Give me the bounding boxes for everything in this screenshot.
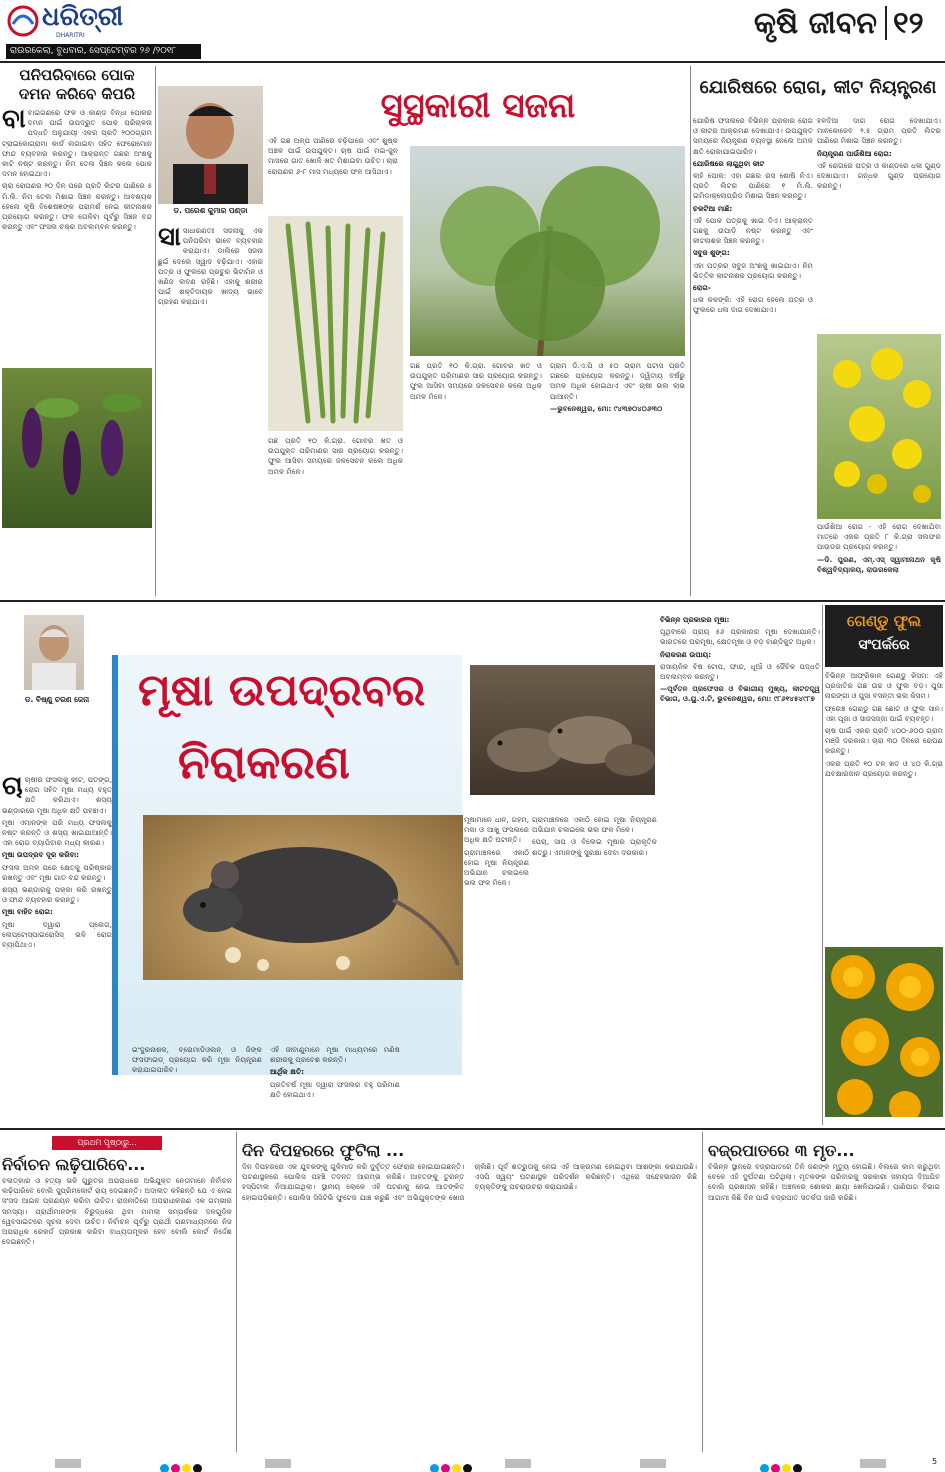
paragraph: ଲାହି ପୋକ: ଏହା ଗଛର ରସ ଶୋଷି ନିଏ। ପ୍ରତି ଲିଟର ପାଣିରେ ୧ ମି.ଲି. ଇମିଡାକ୍ଲୋପ୍ରିଡ ମିଶାଇ ସିଞ୍ଚନ କରନ୍ତୁ। xyxy=(693,171,813,201)
paragraph: ପୃଥିବୀରେ ପ୍ରାୟ ୫୬ ପ୍ରକାରର ମୂଷା ଦେଖାଯାନ୍ତି। ଭାରତରେ ଘରମୂଷା, କ୍ଷେତମୂଷା ଓ ବଡ଼ ବାଣ୍ଡିକୁଟ ଅଧିକ। xyxy=(660,627,820,647)
story-body: ଦିନ ଦିପହରରେ ଏକ ଯୁବକଙ୍କୁ ଗୁଳିମାଡ଼ କରି ଦୁର୍ବୃତ୍ତ ଫେରାର ହୋଇଯାଇଛନ୍ତି। ଘଟଣାସ୍ଥଳରେ ପୋଲିସ ପହଞ୍ଚି ତଦନ୍ତ ଆରମ୍ଭ କରିଛି। ଆହତଙ୍କୁ ତୁରନ୍ତ ହସ୍ପିଟାଲ ନିଆଯାଇଥିଲା। ସ୍ଥାନୀୟ ଲୋକେ ଏହି ଘଟଣାକୁ ନେଇ ଆତଙ୍କିତ ହୋଇପଡ଼ିଛନ୍ତି। ପୋଲିସ ସିସିଟିଭି ଫୁଟେଜ ଯାଞ୍ଚ କରୁଛି ଏବଂ ଅଭିଯୁକ୍ତଙ୍କ ଖୋଜ ଚାଲିଛି। ପୂର୍ବ ଶତ୍ରୁତାକୁ ନେଇ ଏହି ଆକ୍ରମଣ ହୋଇଥିବା ଆଶଙ୍କା କରାଯାଉଛି। ଏସପି ସ୍ୱୟଂ ଘଟଣାସ୍ଥଳ ପରିଦର୍ଶନ କରିଛନ୍ତି। ଏଥିରେ ସନ୍ଦେହଭାଜନ କିଛି ବ୍ୟକ୍ତିଙ୍କୁ ପଚରାଉଚରା କରାଯାଉଛି। xyxy=(242,1162,697,1202)
article-title: ପନିପରିବାରେ ପୋକ ଦମନ କରିବେ କିପରି xyxy=(18,66,136,103)
byline: —ଡି. ପୁରଣ, ଏମ୍.ଏସ୍ ସ୍ୱାମୀନାଥନ କୃଷି ବିଶ୍ୱବିଦ୍ୟାଳୟ, ରାଉରକେଲା xyxy=(817,554,941,574)
article-title: ଯୋରିଷରେ ରୋଗ, କୀଟ ନିୟନ୍ତ୍ରଣ xyxy=(699,77,937,98)
logo xyxy=(6,2,124,40)
paragraph: ଗ୍ରାମାଞ୍ଚଳରେ ଏକାଠି ହୋଇ ମୂଷା ନିୟନ୍ତ୍ରଣ ଅଭିଯାନ ଚଳାଇଲେ ଭଲ ଫଳ ମିଳେ। xyxy=(532,815,657,835)
paragraph: ଗ୍ରାମ ଡି.ଏ.ପି ଓ ୫୦ ଗ୍ରାମ ପଟାସ ପ୍ରତି ଗଛରେ ପ୍ରୟୋଗ କରନ୍ତୁ। ଦ୍ୱିତୀୟ ବର୍ଷରୁ ଅମଳ ଅଧିକ ହୋଇଥାଏ ଏବଂ ଚାଷୀ ଭଲ ଲାଭ ପାଆନ୍ତି। xyxy=(550,361,685,401)
cmyk-marks xyxy=(760,1458,804,1472)
subheading: ନିରାକରଣ ଉପାୟ: xyxy=(660,649,712,659)
brinjal-photo xyxy=(2,368,152,528)
paragraph: ଗ୍ରାମାଞ୍ଚଳରେ ଏକାଠି ହୋଇ ମୂଷା ନିୟନ୍ତ୍ରଣ ଅଭିଯାନ ଚଳାଇଲେ ଭଲ ଫଳ ମିଳେ। xyxy=(464,847,529,888)
article-rat-control: ଡ. ବିଷ୍ଣୁ ଚରଣ ଜେନା ମୂଷା ଉପଦ୍ରବର ନିରାକରଣ ଚାଚାଷୀର ଫସଲକୁ କୀଟ, ପତଙ୍ଗ, ରୋଗ ସହିତ ମୂଷା ମଧ୍ୟ ବହୁତ କ୍ଷତି କରିଥାଏ। ଶସ୍ୟ ଭଣ୍ଡାରରେ ମୂଷା ଅଧିକ କ୍ଷତି ପହଞ୍ଚାଏ। ମୂଷା ଏମାନଙ୍କ ପରି ମଧ୍ୟ ଫସଲକୁ ନଷ୍ଟ କରନ୍ତି ଓ ଶସ୍ୟ ଖାଇଯାଆନ୍ତି। ଏହା ରୋଗ ବ୍ୟାପିବାର ମଧ୍ୟ କାରଣ। ମୂଷା ଉପଦ୍ରବ ଦୂର କରିବା: ଫସଲ ଅମଳ ପରେ କ୍ଷେତକୁ ପରିଷ୍କାର ରଖନ୍ତୁ ଏବଂ ମୂଷା ଗାତ ବନ୍ଦ କରନ୍ତୁ। ଶସ୍ୟ ଭଣ୍ଡାରକୁ ପକ୍କା କରି ରଖନ୍ତୁ ଓ ଫାନ୍ଦ ବ୍ୟବହାର କରନ୍ତୁ। ମୂଷା ବାହିତ ରୋଗ: ମୂଷା ଦ୍ୱାରା ପ୍ଲେଗ, ଲେପ୍ଟୋସ୍ପାଇରୋସିସ୍ ଭଳି ରୋଗ ବ୍ୟାପିଥାଏ। ଇଂଦୁରନାଶକ, ବ୍ରୋମାଡିଓଲନ୍ ଓ ଜିଙ୍କ ଫସଫାଇଡ୍ ପ୍ରୟୋଗ କରି ମୂଷା ନିୟନ୍ତ୍ରଣ କରାଯାଇପାରିବ। ଏହି ଜୀବାଣୁମାନେ ମୂଷା ମାଧ୍ୟମରେ ମଣିଷ ଶରୀରକୁ ପ୍ରବେଶ କରନ୍ତି। ଆର୍ଥିକ କ୍ଷତି: ପ୍ରତିବର୍ଷ ମୂଷା ଦ୍ୱାରା ଫସଲର ବହୁ ପରିମାଣ କ୍ଷତି ହୋଇଥାଏ। ମୂଷାମାନେ ଧାନ, ଗହମ, ମକା ଓ ଆଖୁ ଫସଲରେ ଅଧିକ କ୍ଷତି ଘଟାନ୍ତି। ଗ୍ରାମାଞ୍ଚଳରେ ଏକାଠି ହୋଇ ମୂଷା ନିୟନ୍ତ୍ରଣ ଅଭିଯାନ ଚଳାଇଲେ ଭଲ ଫଳ ମିଳେ। ଗ୍ରାମାଞ୍ଚଳରେ ଏକାଠି ହୋଇ ମୂଷା ନିୟନ୍ତ୍ରଣ ଅଭିଯାନ ଚଳାଇଲେ ଭଲ ଫଳ ମିଳେ। ପେଚା, ସାପ ଓ ବିଲେଇ ମୂଷାର ପ୍ରାକୃତିକ ଶତ୍ରୁ। ଏମାନଙ୍କୁ ସୁରକ୍ଷା ଦେବା ଦରକାର। ବିଭିନ୍ନ ପ୍ରକାରର ମୂଷା: ପୃଥିବୀରେ ପ୍ରାୟ ୫୬ ପ୍ରକାରର ମୂଷା ଦେଖାଯାନ୍ତି। ଭାରତରେ ଘରମୂଷା, କ୍ଷେତମୂଷା ଓ ବଡ଼ ବାଣ୍ଡିକୁଟ ଅଧିକ। ନିରାକରଣ ଉପାୟ: ରାସାୟନିକ ବିଷ ଟୋପ, ଫାନ୍ଦ, ଧୂଆଁ ଓ ଜୈବିକ ପଦ୍ଧତି ଅବଲମ୍ବନ କରନ୍ତୁ। —ପୂର୍ବତନ ପ୍ରଫେସର ଓ ବିଭାଗୀୟ ମୁଖ୍ୟ, କୀଟତତ୍ତ୍ୱ ବିଭାଗ, ଓ.ୟୁ.ଏ.ଟି, ଭୁବନେଶ୍ୱର, ମୋ: ୯୮୬୧୪୫୪୯୮୭ xyxy=(2,615,820,1099)
author-photo xyxy=(158,86,263,204)
subheading: ମୂଷା ଉପଦ୍ରବ ଦୂର କରିବା: xyxy=(2,850,80,860)
paragraph: ରାସାୟନିକ ବିଷ ଟୋପ, ଫାନ୍ଦ, ଧୂଆଁ ଓ ଜୈବିକ ପଦ୍ଧତି ଅବଲମ୍ବନ କରନ୍ତୁ। xyxy=(660,661,820,682)
subheading: ନିୟନ୍ତ୍ରଣ ପାଉଁଶିଆ ରୋଗ: xyxy=(817,148,892,158)
paragraph: ଇଂଦୁରନାଶକ, ବ୍ରୋମାଡିଓଲନ୍ ଓ ଜିଙ୍କ ଫସଫାଇଡ୍ ପ୍ରୟୋଗ କରି ମୂଷା ନିୟନ୍ତ୍ରଣ କରାଯାଇପାରିବ। xyxy=(132,1045,262,1075)
paragraph: ଚାରା ରୋପଣର ୨୦ ଦିନ ପରେ ପ୍ରତି ଲିଟର ପାଣିରେ ୫ ମି.ଲି. ନିମ ତେଲ ମିଶାଇ ସିଞ୍ଚନ କରନ୍ତୁ। ଆବଶ୍ୟକ ହେଲେ କୃଷି ବିଶେଷଜ୍ଞଙ୍କ ପରାମର୍ଶ ନେଇ କୀଟନାଶକ ପ୍ରୟୋଗ କରନ୍ତୁ। ଫଳ ତୋଳିବା ପୂର୍ବରୁ ସିଞ୍ଚନ ବନ୍ଦ କରନ୍ତୁ ଏବଂ ଫସଲ ଚକ୍ର ଅବଲମ୍ବନ କରନ୍ତୁ। xyxy=(2,181,152,232)
author-photo xyxy=(24,615,84,690)
story-title: ଦିନ ଦିପହରରେ ଫୁଟିଲା ... xyxy=(242,1141,405,1160)
paragraph: ଗଛ ପ୍ରତି ୧୦ କି.ଗ୍ରା. ଗୋବର ଖତ ଓ ଉପଯୁକ୍ତ ପରିମାଣର ସାର ପ୍ରୟୋଗ କରନ୍ତୁ। ଫୁଲ ଆସିବା ସମୟରେ ଜଳସେଚନ କଲେ ଅଧିକ ଅମଳ ମିଳେ। xyxy=(268,436,403,476)
paragraph: ଏହି ରୋଗରେ ପତ୍ର ଓ କାଣ୍ଡରେ ଧଳା ଗୁଣ୍ଡ ଦେଖାଯାଏ। ଗନ୍ଧକ ଗୁଣ୍ଡ ପ୍ରୟୋଗ କରନ୍ତୁ। xyxy=(817,160,941,191)
article-drumstick: ଡ. ପରେଶ କୁମାର ପଣ୍ଡା ସୁସ୍ଥକାରୀ ସଜନା ଏହି ଗଛ ଅଳ୍ପ ପାଣିରେ ବଢ଼ିପାରେ ଏବଂ ଶୁଷ୍କ ଅଞ୍ଚଳ ପାଇଁ ଉପଯୁକ୍ତ। ଚାଷ ପାଇଁ ମଇ-ଜୁନ ମାସରେ ଗାତ ଖୋଳି ଖତ ମିଶାଇବା ଉଚିତ। ଚାରା ରୋପଣର ୬-୮ ମାସ ମଧ୍ୟରେ ଫଳ ଆସିଥାଏ। ସାସାଧାରଣତଃ ସଜନାକୁ ଏକ ପନିପରିବା ଭାବେ ବ୍ୟବହାର କରାଯାଏ। ଡାଲିରେ ସଜନା ଛୁଇଁ ଦେଲେ ସ୍ୱାଦ ବଢ଼ିଯାଏ। ଏହାର ପତ୍ର ଓ ଫୁଲରେ ପ୍ରଚୁର ଭିଟାମିନ ଓ ଖଣିଜ ଲବଣ ରହିଛି। ଏହାକୁ ଶରୀର ପାଇଁ ଶକ୍ତିଦାୟକ ଖାଦ୍ୟ ଭାବେ ଗ୍ରହଣ କରାଯାଏ। ଗଛ ପ୍ରତି ୧୦ କି.ଗ୍ରା. ଗୋବର ଖତ ଓ ଉପଯୁକ୍ତ ପରିମାଣର ସାର ପ୍ରୟୋଗ କରନ୍ତୁ। ଫୁଲ ଆସିବା ସମୟରେ ଜଳସେଚନ କଲେ ଅଧିକ ଅମଳ ମିଳେ। ଗଛ ପ୍ରତି ୧୦ କି.ଗ୍ରା. ଗୋବର ଖତ ଓ ଉପଯୁକ୍ତ ପରିମାଣର ସାର ପ୍ରୟୋଗ କରନ୍ତୁ। ଫୁଲ ଆସିବା ସମୟରେ ଜଳସେଚନ କଲେ ଅଧିକ ଅମଳ ମିଳେ। ଗ୍ରାମ ଡି.ଏ.ପି ଓ ୫୦ ଗ୍ରାମ ପଟାସ ପ୍ରତି ଗଛରେ ପ୍ରୟୋଗ କରନ୍ତୁ। ଦ୍ୱିତୀୟ ବର୍ଷରୁ ଅମଳ ଅଧିକ ହୋଇଥାଏ ଏବଂ ଚାଷୀ ଭଲ ଲାଭ ପାଆନ୍ତି। —ଭୁବନେଶ୍ୱର, ମୋ: ୯୪୩୭୦୪୦୬୩୦ xyxy=(158,86,685,476)
article-title-line-1: ମୂଷା ଉପଦ୍ରବର xyxy=(138,665,426,716)
subheading: ଯୋରିଷରେ ଲାଗୁଥିବା କୀଟ xyxy=(693,158,765,168)
paragraph: ଏହି ଜୀବାଣୁମାନେ ମୂଷା ମାଧ୍ୟମରେ ମଣିଷ ଶରୀରକୁ ପ୍ରବେଶ କରନ୍ତି। xyxy=(270,1045,400,1065)
dateline: ରାଉରକେଲା, ବୁଧବାର, ସେପ୍ଟେମ୍ବର ୨୬ /୨୦୧୮ xyxy=(6,44,201,59)
article-title-line-1: ଗେଣ୍ଡୁ ଫୁଲ xyxy=(846,612,922,630)
paragraph: ମୂଷା ଏମାନଙ୍କ ପରି ମଧ୍ୟ ଫସଲକୁ ନଷ୍ଟ କରନ୍ତି ଓ ଶସ୍ୟ ଖାଇଯାଆନ୍ତି। ଏହା ରୋଗ ବ୍ୟାପିବାର ମଧ୍ୟ କାରଣ। xyxy=(2,817,112,848)
byline: —ପୂର୍ବତନ ପ୍ରଫେସର ଓ ବିଭାଗୀୟ ମୁଖ୍ୟ, କୀଟତତ୍ତ୍ୱ ବିଭାଗ, ଓ.ୟୁ.ଏ.ଟି, ଭୁବନେଶ୍ୱର, ମୋ: ୯୮୬୧୪୫୪୯୮୭ xyxy=(660,684,820,704)
mustard-flower-photo xyxy=(817,334,941,519)
rat-photo xyxy=(143,815,463,980)
author-name: ଡ. ବିଷ୍ଣୁ ଚରଣ ଜେନା xyxy=(24,695,90,704)
paragraph: ମୂଷା ଦ୍ୱାରା ପ୍ଲେଗ, ଲେପ୍ଟୋସ୍ପାଇରୋସିସ୍ ଭଳି ରୋଗ ବ୍ୟାପିଥାଏ। xyxy=(2,919,112,950)
subheading: ବିଭିନ୍ନ ପ୍ରକାରର ମୂଷା: xyxy=(660,615,730,624)
paragraph: ଯୋରିଷ ଫସଲରେ ବିଭିନ୍ନ ପ୍ରକାର ରୋଗ ଓ କୀଟର ଆକ୍ରମଣ ଦେଖାଯାଏ। ଉପଯୁକ୍ତ ସମୟରେ ନିୟନ୍ତ୍ରଣ ବ୍ୟବସ୍ଥା ନେଲେ ଅମଳ କ୍ଷତି ରୋକାଯାଇପାରିବ। xyxy=(693,116,813,156)
page-number: ୧୨ xyxy=(893,6,924,41)
article-marigold xyxy=(825,605,943,1125)
masthead xyxy=(0,0,945,62)
continued-tag: ପ୍ରଥମ ପୃଷ୍ଠାରୁ... xyxy=(52,1136,162,1150)
cmyk-marks xyxy=(160,1458,204,1472)
subheading: ସବୁଜ ଶୁଙ୍ଗ: xyxy=(693,248,730,258)
subheading: ମୂଷା ବାହିତ ରୋଗ: xyxy=(2,907,53,917)
story-body: ବଳାତ୍କାର ଓ ହତ୍ୟା ଭଳି ଗୁରୁତର ଅପରାଧରେ ଅଭିଯୁକ୍ତ ନେତାମାନେ ନିର୍ବାଚନ ଲଢ଼ିପାରିବେ ବୋଲି ସୁପ୍ରିମକୋର୍ଟ ରାୟ ଦେଇଛନ୍ତି। ଅଦାଲତ କହିଛନ୍ତି ଯେ ଏ ନେଇ ସଂସଦ ଆଇନ ପ୍ରଣୟନ କରିବା ଉଚିତ। ରାଜନୀତିରେ ଅପରାଧୀକରଣ ଏକ ଗମ୍ଭୀର ସମସ୍ୟା। ପ୍ରାର୍ଥୀମାନଙ୍କ ବିରୁଦ୍ଧରେ ଥିବା ମାମଲା ସମ୍ପର୍କରେ ଦଳଗୁଡ଼ିକ ୱେବସାଇଟରେ ସୂଚନା ଦେବା ଉଚିତ। ନିର୍ବାଚନ ପୂର୍ବରୁ ପ୍ରାର୍ଥୀ ଗଣମାଧ୍ୟମରେ ନିଜ ଅପରାଧିକ ରେକର୍ଡ ପ୍ରକାଶ କରିବା ବାଧ୍ୟତାମୂଳକ ହେବ ବୋଲି କୋର୍ଟ ନିର୍ଦ୍ଦେଶ ଦେଇଛନ୍ତି। xyxy=(2,1176,232,1247)
rats-group-photo xyxy=(470,665,655,795)
article-pest-control: ପନିପରିବାରେ ପୋକ ଦମନ କରିବେ କିପରି ବାବାଇଗଣରେ ଫଳ ଓ କାଣ୍ଡ ବିନ୍ଧା ପୋକର ଦମନ ପାଇଁ ଉପଦ୍ରୁତ ପୋକ ପରିଚାଳନା ପଦ୍ଧତି ଅନୁଯାୟୀ ଏକର ପ୍ରତି ୨୦୦ଗ୍ରାମ ଟ୍ରାଇକୋଗ୍ରାମା କାର୍ଡ ଲଗାଇବା ସହିତ ଫେରୋମୋନ ଫାନ୍ଦ ବ୍ୟବହାର କରନ୍ତୁ। ଆକ୍ରାନ୍ତ ଗଛର ଅଂଶକୁ କାଟି ନଷ୍ଟ କରନ୍ତୁ। ନିମ ତେଲ ସିଞ୍ଚନ କଲେ ପୋକ ଦମନ ହୋଇଥାଏ। ଚାରା ରୋପଣର ୨୦ ଦିନ ପରେ ପ୍ରତି ଲିଟର ପାଣିରେ ୫ ମି.ଲି. ନିମ ତେଲ ମିଶାଇ ସିଞ୍ଚନ କରନ୍ତୁ। ଆବଶ୍ୟକ ହେଲେ କୃଷି ବିଶେଷଜ୍ଞଙ୍କ ପରାମର୍ଶ ନେଇ କୀଟନାଶକ ପ୍ରୟୋଗ କରନ୍ତୁ। ଫଳ ତୋଳିବା ପୂର୍ବରୁ ସିଞ୍ଚନ ବନ୍ଦ କରନ୍ତୁ ଏବଂ ଫସଲ ଚକ୍ର ଅବଲମ୍ବନ କରନ୍ତୁ। xyxy=(2,66,152,596)
drumstick-tree-photo xyxy=(410,146,685,356)
paragraph: ଏକର ପ୍ରତି ୧୦ ଟନ ଖତ ଓ ୪୦ କି.ଗ୍ରା ଯବକ୍ଷାରଜାନ ପ୍ରୟୋଗ କରନ୍ତୁ। xyxy=(825,758,943,778)
continued-section xyxy=(2,1132,943,1452)
cmyk-marks xyxy=(430,1458,474,1472)
paragraph: ଏହା ପତ୍ରର ସବୁଜ ଅଂଶକୁ ଖାଇଯାଏ। ନିମ ଭିତ୍ତିକ କୀଟନାଶକ ପ୍ରୟୋଗ କରନ୍ତୁ। xyxy=(693,260,813,280)
story-title: ବଜ୍ରପାତରେ ୩ ମୃତ... xyxy=(708,1141,855,1160)
paragraph: ବାଇଗଣରେ ଫଳ ଓ କାଣ୍ଡ ବିନ୍ଧା ପୋକର ଦମନ ପାଇଁ ଉପଦ୍ରୁତ ପୋକ ପରିଚାଳନା ପଦ୍ଧତି ଅନୁଯାୟୀ ଏକର ପ୍ରତି ୨୦୦ଗ୍ରାମ ଟ୍ରାଇକୋଗ୍ରାମା କାର୍ଡ ଲଗାଇବା ସହିତ ଫେରୋମୋନ ଫାନ୍ଦ ବ୍ୟବହାର କରନ୍ତୁ। ଆକ୍ରାନ୍ତ ଗଛର ଅଂଶକୁ କାଟି ନଷ୍ଟ କରନ୍ତୁ। ନିମ ତେଲ ସିଞ୍ଚନ କଲେ ପୋକ ଦମନ ହୋଇଥାଏ। xyxy=(2,108,152,179)
print-registration-strip xyxy=(0,1455,945,1472)
logo-text: ଧରିତ୍ରୀ xyxy=(42,2,124,32)
byline: —ଭୁବନେଶ୍ୱର, ମୋ: ୯୪୩୭୦୪୦୬୩୦ xyxy=(550,403,663,413)
section-title: କୃଷି ଜୀବନ xyxy=(753,6,877,41)
author-name: ଡ. ପରେଶ କୁମାର ପଣ୍ଡା xyxy=(173,206,248,215)
story-body: ବିଭିନ୍ନ ସ୍ଥାନରେ ବଜ୍ରପାତରେ ତିନି ଜଣଙ୍କ ମୃତ୍ୟୁ ହୋଇଛି। ବିଲରେ କାମ କରୁଥିବା ବେଳେ ଏହି ଦୁର୍ଘଟଣା ଘଟିଥିଲା। ମୃତକଙ୍କ ପରିବାରକୁ ସରକାରୀ ସହାୟତା ଦିଆଯିବ ବୋଲି ପ୍ରଶାସନ କହିଛି। ଅଞ୍ଚଳରେ ଶୋକର ଛାୟା ଖେଳିଯାଇଛି। ପାଣିପାଗ ବିଭାଗ ଆଗାମୀ କିଛି ଦିନ ପାଇଁ ବଜ୍ରପାତ ସତର୍କତା ଜାରି କରିଛି। xyxy=(708,1162,940,1202)
paragraph: ପେଚା, ସାପ ଓ ବିଲେଇ ମୂଷାର ପ୍ରାକୃତିକ ଶତ୍ରୁ। ଏମାନଙ୍କୁ ସୁରକ୍ଷା ଦେବା ଦରକାର। xyxy=(532,837,657,857)
article-title-line-2: ନିରାକରଣ xyxy=(178,735,350,789)
paragraph: ଫସଲ ଅମଳ ପରେ କ୍ଷେତକୁ ପରିଷ୍କାର ରଖନ୍ତୁ ଏବଂ ମୂଷା ଗାତ ବନ୍ଦ କରନ୍ତୁ। xyxy=(2,862,112,882)
paragraph: ଚାଷୀର ଫସଲକୁ କୀଟ, ପତଙ୍ଗ, ରୋଗ ସହିତ ମୂଷା ମଧ୍ୟ ବହୁତ କ୍ଷତି କରିଥାଏ। ଶସ୍ୟ ଭଣ୍ଡାରରେ ମୂଷା ଅଧିକ କ୍ଷତି ପହଞ୍ଚାଏ। xyxy=(2,775,112,815)
paragraph: ଶସ୍ୟ ଭଣ୍ଡାରକୁ ପକ୍କା କରି ରଖନ୍ତୁ ଓ ଫାନ୍ଦ ବ୍ୟବହାର କରନ୍ତୁ। xyxy=(2,885,112,905)
paragraph: ଏହି ପୋକ ପତ୍ରକୁ ଖାଇ ଦିଏ। ଆକ୍ରାନ୍ତ ଗଛକୁ ଉପାଡ଼ି ନଷ୍ଟ କରନ୍ତୁ ଏବଂ କୀଟନାଶକ ସିଞ୍ଚନ କରନ୍ତୁ। xyxy=(693,215,813,246)
article-mustard xyxy=(693,66,943,596)
logo-emblem-icon xyxy=(6,4,40,38)
paragraph: ପାଉଁଶିଆ ରୋଗ - ଏହି ରୋଗ ଦେଖାଯିବା ମାତ୍ରେ ଏକର ପ୍ରତି ୮ କି.ଗ୍ରା ସଲଫର ପାଉଡର ପ୍ରୟୋଗ କରନ୍ତୁ। xyxy=(817,522,941,552)
subheading: ଚକଟିଆ ମାଛି: xyxy=(693,203,733,213)
marigold-photo xyxy=(825,947,943,1117)
paragraph: ବିଭିନ୍ନ ଆଫ୍ରିକାନ ଗେଣ୍ଡୁ କିସମ: ଏହି ପ୍ରଜାତିର ଗଛ ଉଚ୍ଚ ଓ ଫୁଲ ବଡ଼। ପୁସା ନାରଙ୍ଗୀ ଓ ପୁସା ବସନ୍ତୀ ଭଲ କିସମ। xyxy=(825,671,943,701)
subheading: ରୋଗ- xyxy=(693,283,711,293)
paragraph: ସାଧାରଣତଃ ସଜନାକୁ ଏକ ପନିପରିବା ଭାବେ ବ୍ୟବହାର କରାଯାଏ। ଡାଲିରେ ସଜନା ଛୁଇଁ ଦେଲେ ସ୍ୱାଦ ବଢ଼ିଯାଏ। ଏହାର ପତ୍ର ଓ ଫୁଲରେ ପ୍ରଚୁର ଭିଟାମିନ ଓ ଖଣିଜ ଲବଣ ରହିଛି। ଏହାକୁ ଶରୀର ପାଇଁ ଶକ୍ତିଦାୟକ ଖାଦ୍ୟ ଭାବେ ଗ୍ରହଣ କରାଯାଏ। xyxy=(158,226,263,307)
paragraph: ଗଛ ପ୍ରତି ୧୦ କି.ଗ୍ରା. ଗୋବର ଖତ ଓ ଉପଯୁକ୍ତ ପରିମାଣର ସାର ପ୍ରୟୋଗ କରନ୍ତୁ। ଫୁଲ ଆସିବା ସମୟରେ ଜଳସେଚନ କଲେ ଅଧିକ ଅମଳ ମିଳେ। xyxy=(410,361,542,401)
story-title: ନିର୍ବାଚନ ଲଢ଼ିପାରିବେ... xyxy=(2,1155,146,1174)
paragraph: ଫ୍ରେଞ୍ଚ ଗେଣ୍ଡୁ ଗଛ ଛୋଟ ଓ ଫୁଲ ସାନ। ଏହା ପୂଜା ଓ ସାଜସଜ୍ଜା ପାଇଁ ବ୍ୟବହୃତ। xyxy=(825,703,943,723)
paragraph: ଧଳା କଳଙ୍କି: ଏହି ରୋଗ ହେଲେ ପତ୍ର ଓ ଫୁଲରେ ଧଳା ଦାଗ ଦେଖାଯାଏ। xyxy=(693,295,813,315)
paragraph: ଚାଷ ପାଇଁ ଏକର ପ୍ରତି ୪୦୦-୬୦୦ ଗ୍ରାମ ମଞ୍ଜି ଦରକାର। ଚାରା ୩୦ ଦିନରେ ରୋପଣ କରନ୍ତୁ। xyxy=(825,726,943,756)
paragraph: ମୂଷାମାନେ ଧାନ, ଗହମ, ମକା ଓ ଆଖୁ ଫସଲରେ ଅଧିକ କ୍ଷତି ଘଟାନ୍ତି। xyxy=(464,815,529,845)
paragraph: ହଳଦିଆ ଦାଗ ରୋଗ ଦେଖାଯାଏ। ମାନକୋଜେବ ୨.୫ ଗ୍ରାମ ପ୍ରତି ଲିଟର ପାଣିରେ ମିଶାଇ ସିଞ୍ଚନ କରନ୍ତୁ। xyxy=(817,116,941,146)
article-title: ସୁସ୍ଥକାରୀ ସଜନା xyxy=(380,86,576,126)
paragraph: ପ୍ରତିବର୍ଷ ମୂଷା ଦ୍ୱାରା ଫସଲର ବହୁ ପରିମାଣ କ୍ଷତି ହୋଇଥାଏ। xyxy=(270,1079,400,1099)
footer-page-number: 5 xyxy=(932,1457,938,1466)
title-box xyxy=(825,605,943,667)
paragraph: ଏହି ଗଛ ଅଳ୍ପ ପାଣିରେ ବଢ଼ିପାରେ ଏବଂ ଶୁଷ୍କ ଅଞ୍ଚଳ ପାଇଁ ଉପଯୁକ୍ତ। ଚାଷ ପାଇଁ ମଇ-ଜୁନ ମାସରେ ଗାତ ଖୋଳି ଖତ ମିଶାଇବା ଉଚିତ। ଚାରା ରୋପଣର ୬-୮ ମାସ ମଧ୍ୟରେ ଫଳ ଆସିଥାଏ। xyxy=(268,136,398,176)
drumstick-pods-photo xyxy=(268,216,403,431)
subheading: ଆର୍ଥିକ କ୍ଷତି: xyxy=(270,1067,304,1077)
title-panel xyxy=(112,655,462,1075)
logo-subtext: DHARITRI xyxy=(56,32,85,39)
article-title-line-2: ସଂପର୍କରେ xyxy=(858,637,910,653)
